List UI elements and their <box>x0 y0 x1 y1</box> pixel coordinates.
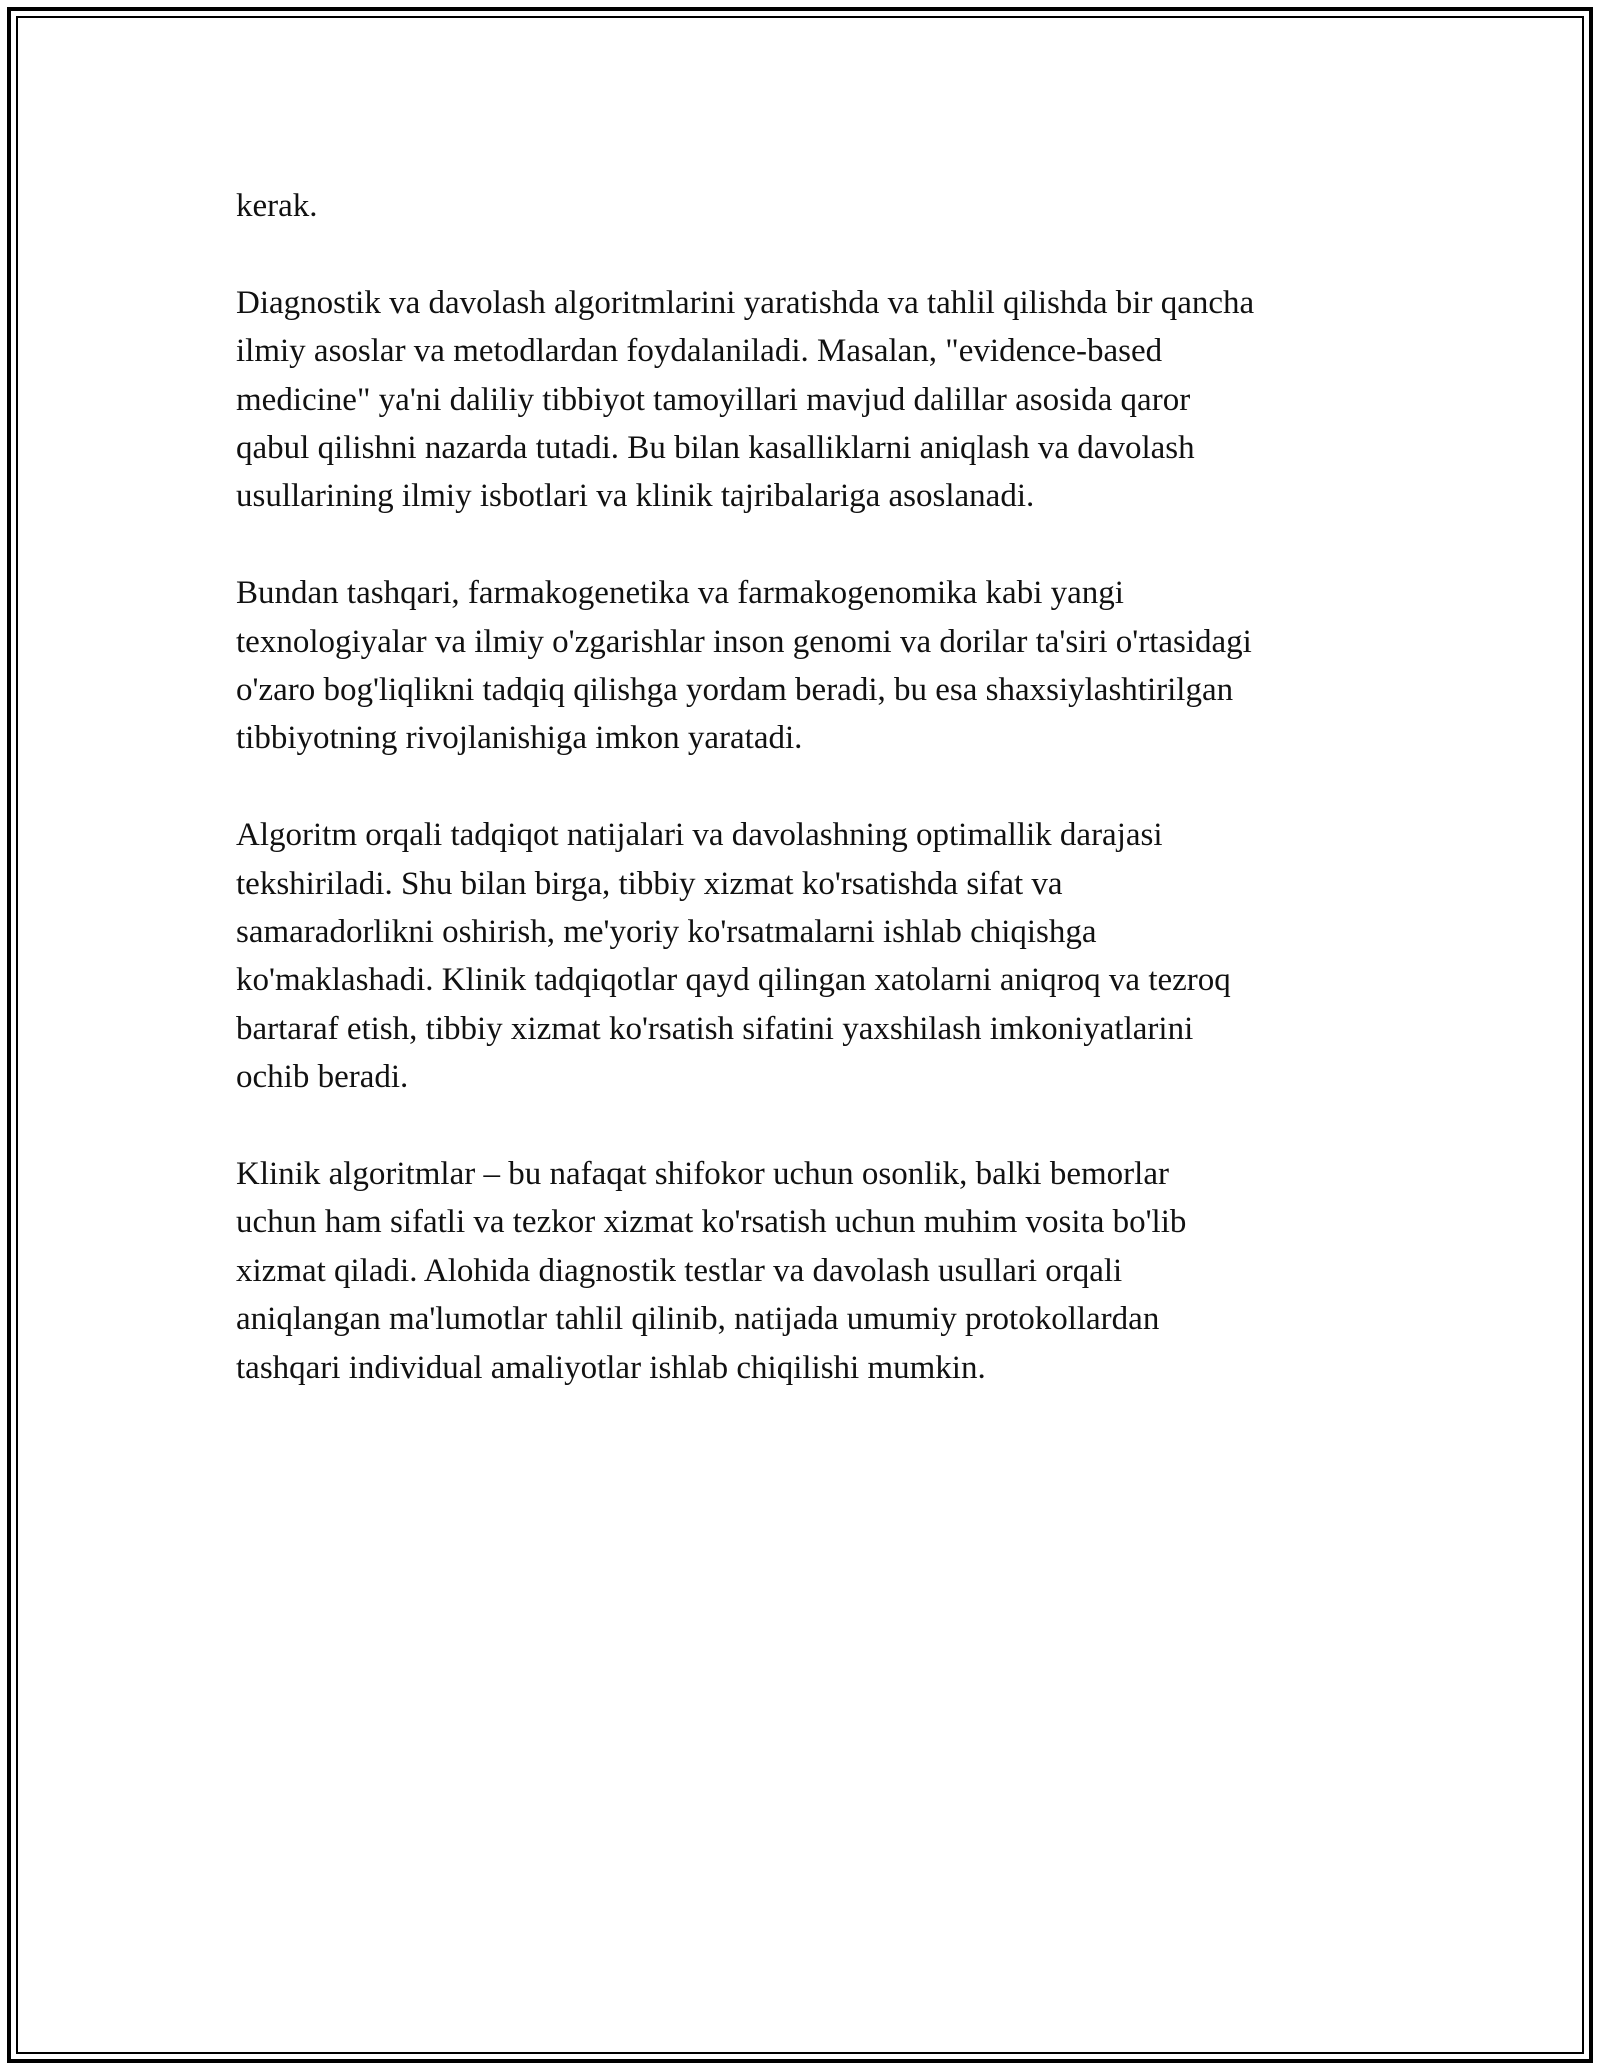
text-line: Algoritm orqali tadqiqot natijalari va davolashning optimallik darajasi <box>236 817 1163 854</box>
text-line: medicine" ya'ni daliliy tibbiyot tamoyillari mavjud dalillar asosida qaror <box>236 381 1191 418</box>
text-line: qabul qilishni nazarda tutadi. Bu bilan kasalliklarni aniqlash va davolash <box>236 430 1195 467</box>
text-line: xizmat qiladi. Alohida diagnostik testlar va davolash usullari orqali <box>236 1252 1123 1289</box>
text-line: o'zaro bog'liqlikni tadqiq qilishga yordam beradi, bu esa shaxsiylashtirilgan <box>236 672 1234 709</box>
paragraph-pharmacogenetics <box>236 569 1416 763</box>
paragraph-continuation <box>236 182 1416 230</box>
paragraph-clinical-algorithms <box>236 1150 1416 1392</box>
text-line: tekshiriladi. Shu bilan birga, tibbiy xizmat ko'rsatishda sifat va <box>236 865 1063 902</box>
text-line: ilmiy asoslar va metodlardan foydalaniladi. Masalan, "evidence-based <box>236 333 1163 370</box>
text-line: texnologiyalar va ilmiy o'zgarishlar inson genomi va dorilar ta'siri o'rtasidagi <box>236 623 1252 660</box>
text-line: ochib beradi. <box>236 1059 409 1096</box>
text-line: uchun ham sifatli va tezkor xizmat ko'rsatish uchun muhim vosita bo'lib <box>236 1204 1187 1241</box>
text-line: tashqari individual amaliyotlar ishlab chiqilishi mumkin. <box>236 1349 986 1386</box>
text-line: Klinik algoritmlar – bu nafaqat shifokor uchun osonlik, balki bemorlar <box>236 1156 1169 1193</box>
text-line: aniqlangan ma'lumotlar tahlil qilinib, natijada umumiy protokollardan <box>236 1301 1160 1338</box>
text-line: kerak. <box>236 188 318 224</box>
document-body <box>236 182 1416 1440</box>
text-line: usullarining ilmiy isbotlari va klinik tajribalariga asoslanadi. <box>236 478 1035 515</box>
paragraph-scientific-basis <box>236 279 1416 521</box>
text-line: samaradorlikni oshirish, me'yoriy ko'rsatmalarni ishlab chiqishga <box>236 914 1097 951</box>
text-line: Bundan tashqari, farmakogenetika va farmakogenomika kabi yangi <box>236 575 1124 612</box>
paragraph-algorithm-research <box>236 811 1416 1101</box>
text-line: ko'maklashadi. Klinik tadqiqotlar qayd qilingan xatolarni aniqroq va tezroq <box>236 962 1231 999</box>
text-line: bartaraf etish, tibbiy xizmat ko'rsatish sifatini yaxshilash imkoniyatlarini <box>236 1010 1194 1047</box>
text-line: Diagnostik va davolash algoritmlarini yaratishda va tahlil qilishda bir qancha <box>236 284 1255 321</box>
text-line: tibbiyotning rivojlanishiga imkon yaratadi. <box>236 720 803 757</box>
